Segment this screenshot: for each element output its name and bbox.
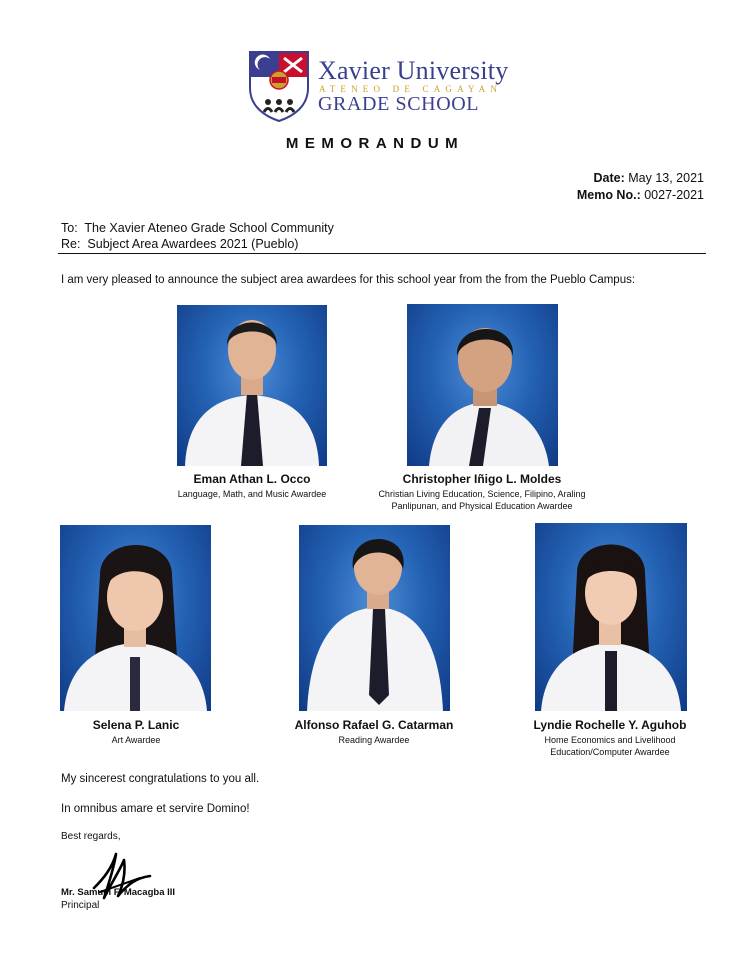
awardee-award: Language, Math, and Music Awardee — [177, 489, 327, 499]
header-divider — [58, 253, 706, 254]
memo-no-label: Memo No.: — [576, 188, 641, 202]
university-seal-icon — [248, 50, 310, 122]
university-subtitle: ATENEO DE CAGAYAN — [319, 84, 503, 94]
memo-title: MEMORANDUM — [285, 135, 465, 152]
memo-no-value: 0027-2021 — [644, 188, 704, 202]
school-name: GRADE SCHOOL — [318, 93, 480, 115]
date-label: Date: — [593, 171, 625, 185]
to-value: The Xavier Ateneo Grade School Community — [84, 221, 334, 235]
awardee-name: Lyndie Rochelle Y. Aguhob — [533, 718, 687, 732]
re-label: Re: — [61, 237, 81, 251]
awardee-name: Alfonso Rafael G. Catarman — [294, 718, 454, 732]
to-label: To: — [61, 221, 78, 235]
motto-text: In omnibus amare et servire Domino! — [61, 803, 250, 815]
memo-date — [594, 171, 705, 185]
awardee-award: Art Awardee — [111, 735, 161, 745]
awardee-photo — [177, 305, 327, 466]
awardee-photo — [535, 523, 687, 711]
awardee-name: Eman Athan L. Occo — [193, 472, 311, 486]
awardee-award: Reading Awardee — [338, 735, 410, 745]
university-name: Xavier University — [318, 56, 509, 85]
date-value: May 13, 2021 — [628, 171, 704, 185]
awardee-photo — [60, 525, 211, 711]
awardee-name: Christopher Iñigo L. Moldes — [402, 472, 562, 486]
re-value: Subject Area Awardees 2021 (Pueblo) — [87, 237, 299, 251]
memo-subject — [61, 237, 298, 251]
congratulations-text: My sincerest congratulations to you all. — [61, 773, 260, 785]
awardee-photo — [299, 525, 450, 711]
memo-number — [577, 188, 704, 202]
regards-text: Best regards, — [61, 831, 121, 842]
awardee-photo — [407, 304, 558, 466]
memo-recipient — [61, 221, 334, 235]
awardee-award: Christian Living Education, Science, Filipino, Araling Panlipunan, and Physical Education Awardee — [378, 489, 586, 511]
signatory-name: Mr. Samuel F. Macagba III — [61, 887, 176, 898]
awardee-name: Selena P. Lanic — [92, 718, 180, 732]
signature-icon — [90, 848, 154, 904]
awardee-award: Home Economics and Livelihood Education/Computer Awardee — [544, 735, 676, 757]
signatory-position: Principal — [61, 900, 100, 911]
intro-paragraph: I am very pleased to announce the subject area awardees for this school year from the from the Pueblo Campus: — [61, 274, 636, 286]
